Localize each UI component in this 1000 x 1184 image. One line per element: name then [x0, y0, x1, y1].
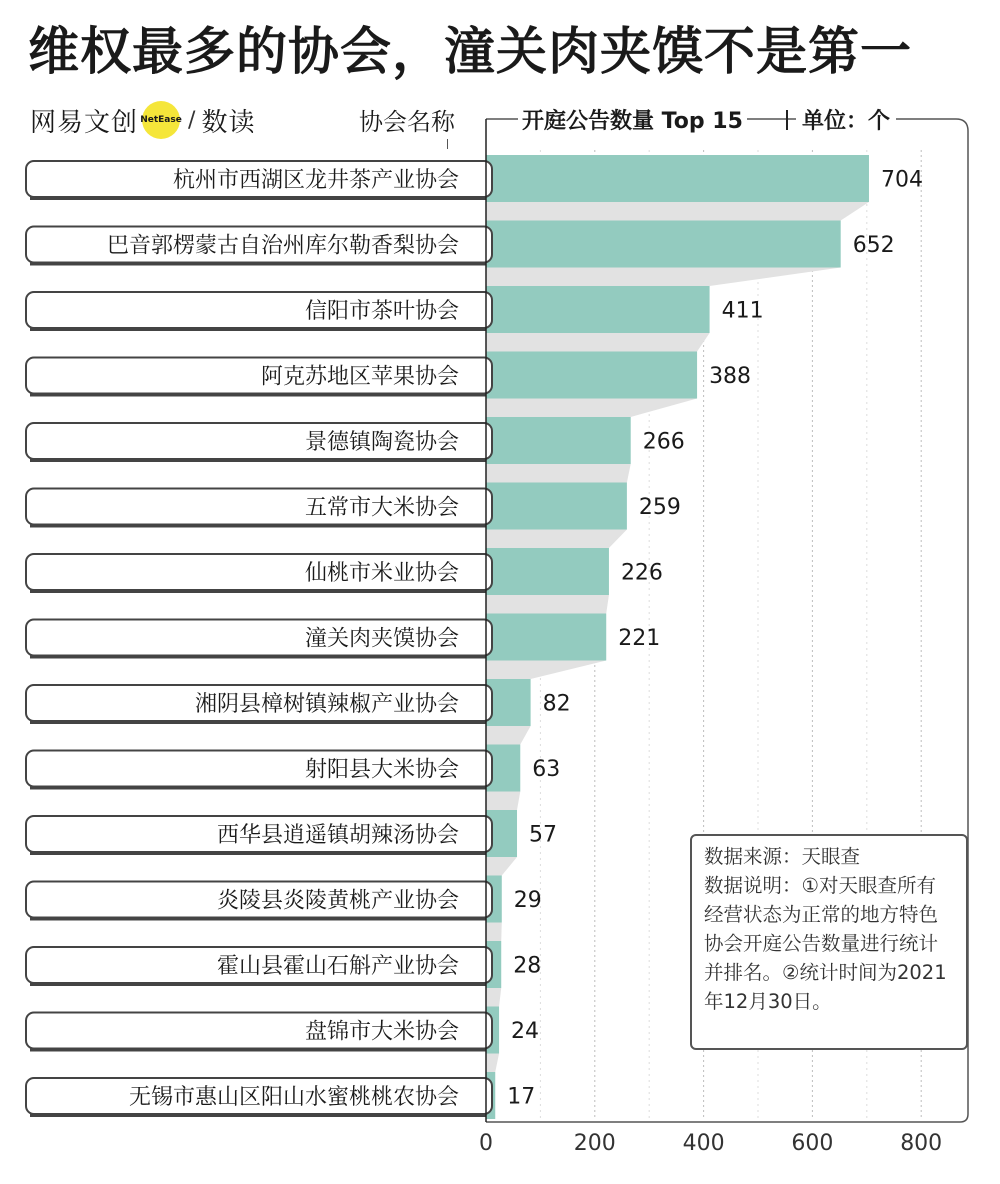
data-source: 数据来源：天眼查	[704, 845, 861, 868]
bar	[486, 548, 609, 595]
category-label: 巴音郭楞蒙古自治州库尔勒香梨协会	[106, 233, 459, 259]
value-label: 388	[709, 364, 752, 389]
bar	[486, 417, 631, 464]
bar-shadow	[486, 1054, 499, 1073]
category-label: 炎陵县炎陵黄桃产业协会	[216, 888, 459, 914]
category-label: 无锡市惠山区阳山水蜜桃桃农协会	[128, 1085, 459, 1110]
value-label: 57	[529, 822, 558, 848]
chart-subtitle: 开庭公告数量 Top 15	[518, 104, 747, 135]
category-label: 五常市大米协会	[304, 495, 459, 521]
category-label: 西华县逍遥镇胡辣汤协会	[216, 823, 459, 848]
category-label: 湘阴县樟树镇辣椒产业协会	[194, 692, 459, 717]
bar-shadow	[486, 333, 710, 352]
x-tick-label: 400	[682, 1131, 725, 1156]
value-label: 17	[507, 1084, 536, 1110]
bar-shadow	[486, 661, 606, 680]
category-label: 射阳县大米协会	[304, 757, 459, 783]
value-label: 411	[721, 298, 764, 324]
value-label: 63	[532, 757, 561, 782]
bar-shadow	[486, 399, 697, 418]
category-label: 信阳市茶叶协会	[304, 299, 459, 324]
bar	[486, 221, 841, 268]
unit-label: 单位：个	[796, 104, 896, 135]
x-tick-label: 800	[900, 1131, 943, 1156]
bar-shadow	[486, 923, 502, 942]
bar	[486, 483, 627, 530]
bar	[486, 352, 697, 399]
value-label: 226	[620, 560, 663, 586]
bar-shadow	[486, 530, 627, 549]
bar	[486, 286, 710, 333]
brand-name: 网易文创	[30, 107, 139, 138]
bar-shadow	[486, 202, 869, 221]
x-tick-label: 0	[479, 1131, 493, 1156]
bar-shadow	[486, 988, 501, 1007]
value-label: 266	[642, 429, 685, 455]
brand-slash: /	[188, 107, 196, 133]
bar	[486, 614, 606, 661]
value-label: 652	[852, 233, 895, 258]
value-label: 82	[542, 691, 571, 717]
brand-section: 数读	[201, 107, 256, 138]
bar	[486, 155, 869, 202]
value-label: 259	[638, 495, 681, 520]
netease-badge-text: NetEase	[140, 115, 182, 125]
value-label: 28	[513, 953, 542, 979]
bar-shadow	[486, 857, 517, 876]
category-label: 阿克苏地区苹果协会	[260, 364, 459, 390]
value-label: 221	[618, 626, 661, 651]
category-label: 景德镇陶瓷协会	[304, 430, 459, 455]
bar-shadow	[486, 792, 520, 811]
x-tick-label: 200	[573, 1131, 616, 1156]
x-tick-label: 600	[791, 1131, 834, 1156]
category-label: 潼关肉夹馍协会	[304, 626, 459, 652]
category-label: 杭州市西湖区龙井茶产业协会	[172, 168, 459, 193]
category-label: 仙桃市米业协会	[304, 561, 459, 586]
bar-shadow	[486, 726, 531, 745]
header-separator	[786, 110, 788, 130]
value-label: 29	[513, 888, 542, 913]
category-label: 盘锦市大米协会	[304, 1019, 459, 1045]
data-description: 数据说明：①对天眼查所有经营状态为正常的地方特色协会开庭公告数量进行统计并排名。②统计时间为2021年12月30日。	[704, 874, 947, 1013]
value-label: 704	[880, 167, 923, 193]
chart-title: 维权最多的协会，潼关肉夹馍不是第一	[28, 23, 913, 82]
column-header: 协会名称	[359, 108, 455, 136]
value-label: 24	[511, 1019, 540, 1044]
category-label: 霍山县霍山石斛产业协会	[216, 954, 459, 979]
bar-shadow	[486, 464, 631, 483]
bar-shadow	[486, 268, 841, 287]
bar-shadow	[486, 595, 609, 614]
data-note-box	[690, 834, 968, 1050]
